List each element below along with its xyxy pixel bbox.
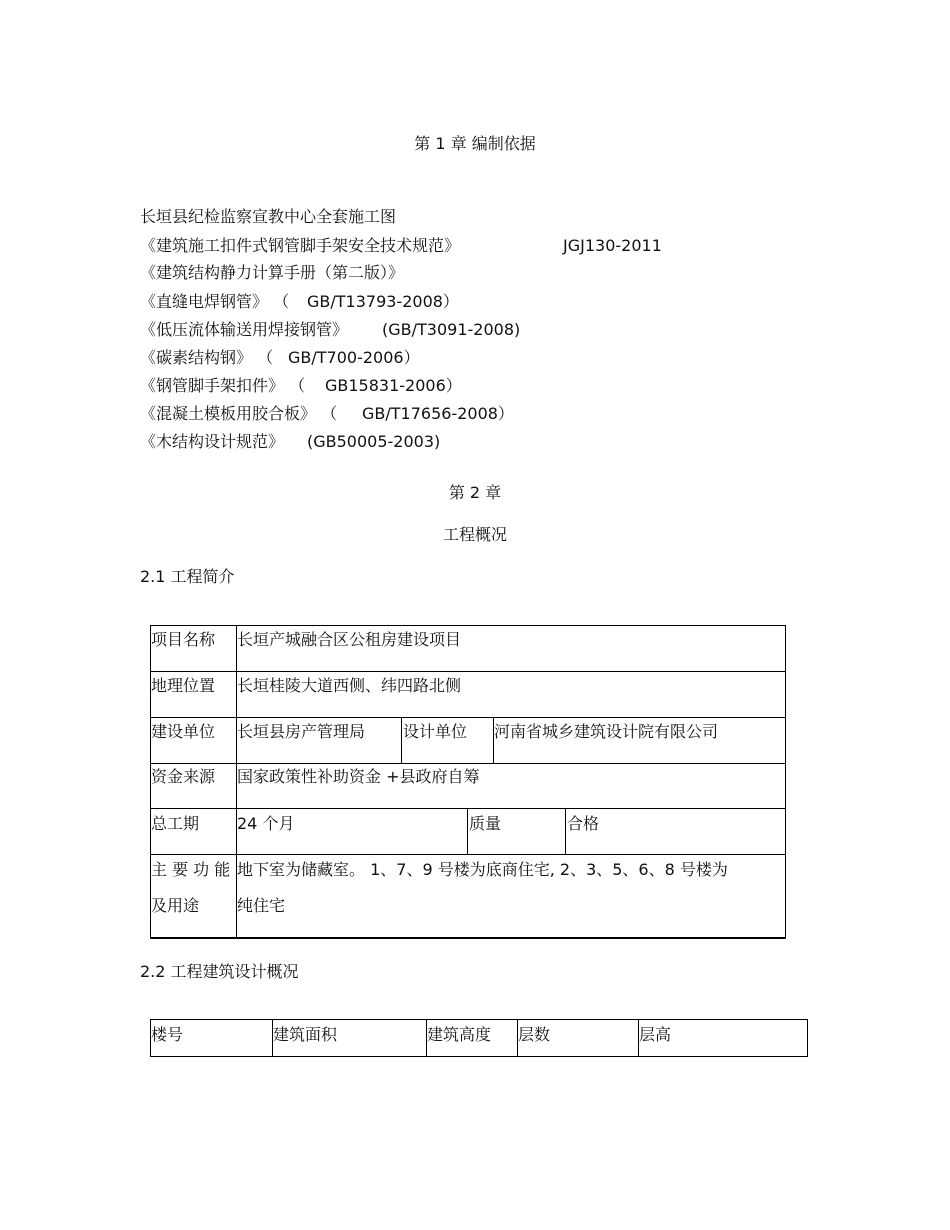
header-floor-height: 层高 [639, 1025, 672, 1044]
reference-title: 《木结构设计规范》 [140, 432, 285, 451]
reference-code: GB15831-2006） [325, 376, 462, 395]
chapter-2-title: 第 2 章 [448, 483, 502, 502]
value-location: 长垣桂陵大道西侧、纬四路北侧 [237, 676, 462, 695]
value-design-unit: 河南省城乡建筑设计院有限公司 [494, 722, 719, 741]
header-floors: 层数 [518, 1025, 551, 1044]
reference-item [140, 376, 305, 396]
label-duration: 总工期 [151, 814, 200, 833]
reference-item [140, 292, 289, 312]
reference-title: 《钢管脚手架扣件》 （ [140, 376, 306, 395]
reference-item [140, 207, 396, 227]
value-function-b: 纯住宅 [237, 896, 286, 915]
value-funding: 国家政策性补助资金 +县政府自筹 [237, 767, 480, 786]
reference-title: 《混凝土模板用胶合板》 （ [140, 404, 338, 423]
reference-item [140, 348, 273, 368]
reference-title: 长垣县纪检监察宣教中心全套施工图 [140, 207, 397, 226]
reference-code: JGJ130-2011 [563, 236, 662, 255]
label-quality: 质量 [469, 814, 502, 833]
reference-code: (GB/T3091-2008) [382, 320, 521, 339]
reference-item [140, 320, 348, 340]
chapter-1-title: 第 1 章 编制依据 [414, 134, 536, 153]
chapter-2-subtitle: 工程概况 [442, 525, 507, 544]
reference-code: (GB50005-2003) [307, 432, 441, 451]
value-quality: 合格 [567, 814, 600, 833]
reference-code: GB/T700-2006） [288, 348, 420, 367]
reference-item [140, 432, 284, 452]
label-location: 地理位置 [151, 676, 216, 695]
reference-item [140, 263, 404, 283]
reference-item [140, 404, 337, 424]
value-function-a: 地下室为储藏室。 1、7、9 号楼为底商住宅, 2、3、5、6、8 号楼为 [237, 860, 728, 879]
label-funding: 资金来源 [151, 767, 216, 786]
reference-code: GB/T13793-2008） [307, 292, 459, 311]
value-construction-unit: 长垣县房产管理局 [237, 722, 366, 741]
label-function-b: 及用途 [151, 896, 200, 915]
value-project-name: 长垣产城融合区公租房建设项目 [237, 630, 462, 649]
reference-title: 《建筑施工扣件式钢管脚手架安全技术规范》 [140, 236, 461, 255]
header-building-height: 建筑高度 [427, 1025, 492, 1044]
header-building-area: 建筑面积 [273, 1025, 338, 1044]
reference-title: 《碳素结构钢》 （ [140, 348, 274, 367]
section-2-1-heading: 2.1 工程简介 [140, 567, 235, 586]
label-project-name: 项目名称 [151, 630, 216, 649]
label-construction-unit: 建设单位 [151, 722, 216, 741]
reference-title: 《建筑结构静力计算手册（第二版）》 [140, 263, 405, 282]
reference-title: 《直缝电焊钢管》 （ [140, 292, 290, 311]
header-building-no: 楼号 [151, 1025, 184, 1044]
value-duration: 24 个月 [237, 814, 295, 833]
reference-code: GB/T17656-2008） [362, 404, 514, 423]
label-function-a: 主 要 功 能 [151, 860, 231, 879]
reference-item [140, 236, 460, 256]
reference-title: 《低压流体输送用焊接钢管》 [140, 320, 349, 339]
label-design-unit: 设计单位 [403, 722, 468, 741]
section-2-2-heading: 2.2 工程建筑设计概况 [140, 962, 299, 981]
